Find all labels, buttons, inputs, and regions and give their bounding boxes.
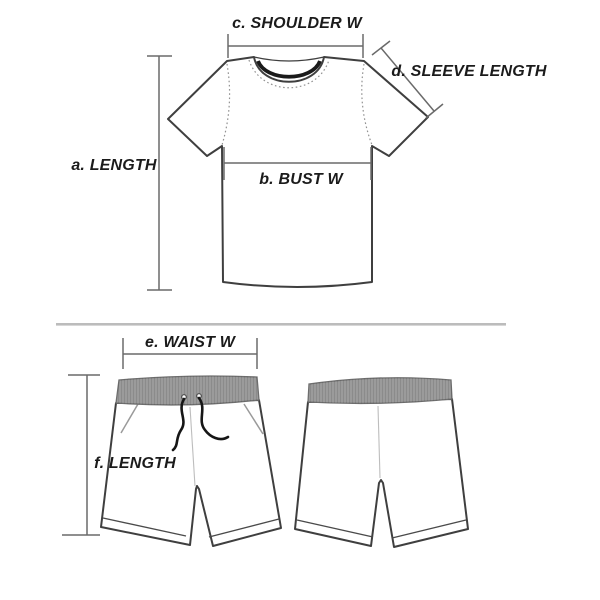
measure-shoulder-width — [228, 15, 364, 58]
label-waist-width: e. WAIST W — [145, 334, 235, 351]
label-bust-width: b. BUST W — [259, 171, 343, 188]
shorts-back-waistband-ribbing — [308, 378, 452, 404]
label-shirt-length: a. LENGTH — [71, 157, 157, 174]
shorts-back-illustration — [295, 378, 468, 547]
label-shoulder-width: c. SHOULDER W — [232, 15, 362, 32]
sleeve-length-tick-top — [372, 41, 390, 55]
collar-back-line — [254, 57, 324, 61]
measure-shirt-length — [71, 56, 172, 290]
label-sleeve-length: d. SLEEVE LENGTH — [391, 63, 547, 80]
sleeve-length-tick-bottom — [426, 104, 443, 118]
section-divider — [56, 323, 506, 326]
shorts-front-waistband-ribbing — [116, 376, 259, 405]
collar-band — [258, 61, 320, 77]
measure-waist-width — [123, 334, 257, 369]
label-shorts-length: f. LENGTH — [94, 455, 176, 472]
